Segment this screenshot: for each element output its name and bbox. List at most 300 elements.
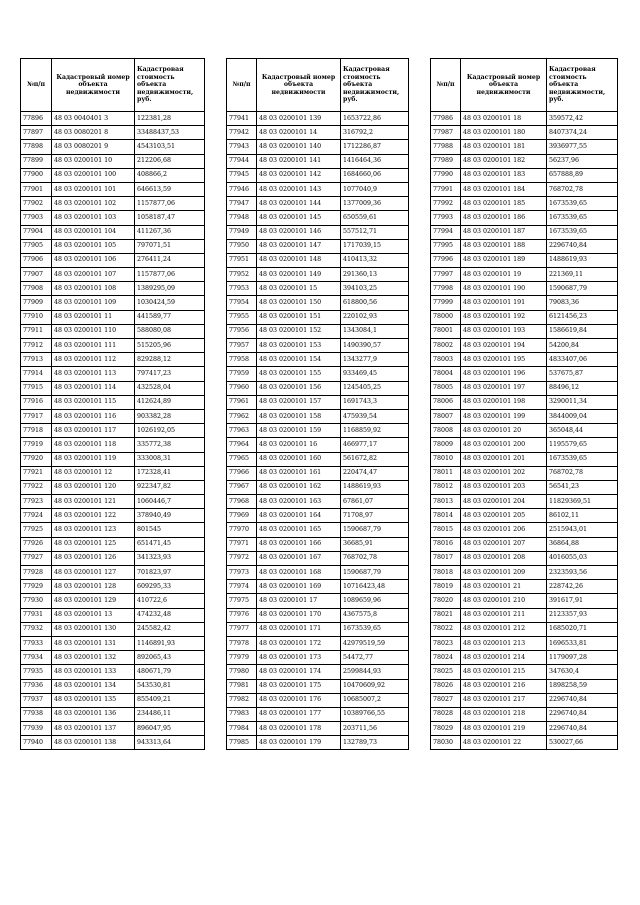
cadastral-cost: 432528,04 — [135, 381, 205, 395]
table-row — [227, 509, 409, 523]
row-number: 77914 — [21, 367, 52, 381]
row-number: 77904 — [21, 225, 52, 239]
cadastral-cost: 561672,82 — [341, 452, 409, 466]
cadastral-number: 48 03 0200101 165 — [257, 523, 341, 537]
cadastral-cost: 412624,89 — [135, 395, 205, 409]
cadastral-cost: 1389295,09 — [135, 282, 205, 296]
row-number: 77911 — [21, 324, 52, 338]
cadastral-cost: 829288,12 — [135, 353, 205, 367]
cadastral-number: 48 03 0200101 109 — [52, 296, 135, 310]
cadastral-cost: 537675,87 — [547, 367, 618, 381]
table-row — [21, 452, 205, 466]
table-row — [21, 339, 205, 353]
row-number: 77905 — [21, 239, 52, 253]
table-row — [21, 580, 205, 594]
cadastral-cost: 10685007,2 — [341, 693, 409, 707]
table-row — [227, 324, 409, 338]
table-row — [431, 168, 618, 182]
row-number: 77928 — [21, 566, 52, 580]
cadastral-number: 48 03 0200101 136 — [52, 707, 135, 721]
cadastral-cost: 1673539,65 — [547, 197, 618, 211]
cadastral-number: 48 03 0200101 113 — [52, 367, 135, 381]
row-number: 77970 — [227, 523, 257, 537]
row-number: 78000 — [431, 310, 461, 324]
row-number: 77969 — [227, 509, 257, 523]
row-number: 77937 — [21, 693, 52, 707]
cadastral-cost: 391617,91 — [547, 594, 618, 608]
cadastral-number: 48 03 0200101 213 — [461, 636, 547, 650]
cadastral-number: 48 03 0200101 14 — [257, 126, 341, 140]
cadastral-cost: 855409,21 — [135, 693, 205, 707]
cadastral-number: 48 03 0200101 207 — [461, 537, 547, 551]
cadastral-number: 48 03 0200101 181 — [461, 140, 547, 154]
cadastral-cost: 220474,47 — [341, 466, 409, 480]
table-row — [227, 353, 409, 367]
cadastral-number: 48 03 0200101 130 — [52, 622, 135, 636]
cadastral-number: 48 03 0200101 144 — [257, 197, 341, 211]
cadastral-cost: 132789,73 — [341, 736, 409, 750]
row-number: 78013 — [431, 495, 461, 509]
cadastral-cost: 4833407,06 — [547, 353, 618, 367]
table-row — [21, 126, 205, 140]
cadastral-number: 48 03 0200101 187 — [461, 225, 547, 239]
cadastral-number: 48 03 0200101 159 — [257, 424, 341, 438]
row-number: 77982 — [227, 693, 257, 707]
cadastral-number: 48 03 0200101 216 — [461, 679, 547, 693]
row-number: 77998 — [431, 282, 461, 296]
cadastral-number: 48 03 0200101 118 — [52, 438, 135, 452]
row-number: 77958 — [227, 353, 257, 367]
row-number: 78025 — [431, 665, 461, 679]
cadastral-number: 48 03 0200101 212 — [461, 622, 547, 636]
cadastral-cost: 234486,11 — [135, 707, 205, 721]
cadastral-number: 48 03 0200101 123 — [52, 523, 135, 537]
cadastral-number: 48 03 0200101 15 — [257, 282, 341, 296]
cadastral-number: 48 03 0200101 18 — [461, 112, 547, 126]
cadastral-number: 48 03 0200101 152 — [257, 324, 341, 338]
cadastral-cost: 1146891,93 — [135, 636, 205, 650]
table-row — [21, 112, 205, 126]
table-row — [227, 594, 409, 608]
row-number: 78018 — [431, 566, 461, 580]
cadastral-number: 48 03 0200101 21 — [461, 580, 547, 594]
cadastral-number: 48 03 0200101 179 — [257, 736, 341, 750]
cadastral-cost: 1416464,36 — [341, 154, 409, 168]
table-row — [431, 424, 618, 438]
row-number: 78029 — [431, 722, 461, 736]
cadastral-number: 48 03 0200101 172 — [257, 636, 341, 650]
cadastral-cost: 1653722,86 — [341, 112, 409, 126]
cadastral-number: 48 03 0200101 218 — [461, 707, 547, 721]
cadastral-number: 48 03 0080201 8 — [52, 126, 135, 140]
row-number: 77996 — [431, 253, 461, 267]
row-number: 77973 — [227, 566, 257, 580]
table-row — [21, 466, 205, 480]
row-number: 77979 — [227, 651, 257, 665]
row-number: 78017 — [431, 551, 461, 565]
row-number: 77909 — [21, 296, 52, 310]
cadastral-number: 48 03 0200101 142 — [257, 168, 341, 182]
cadastral-cost: 2296740,84 — [547, 693, 618, 707]
cadastral-cost: 801545 — [135, 523, 205, 537]
cadastral-number: 48 03 0200101 133 — [52, 665, 135, 679]
table-row — [21, 211, 205, 225]
cadastral-number: 48 03 0200101 206 — [461, 523, 547, 537]
cadastral-cost: 1488619,93 — [341, 480, 409, 494]
table-row — [431, 452, 618, 466]
cadastral-number: 48 03 0200101 125 — [52, 537, 135, 551]
table-row — [431, 197, 618, 211]
table-row — [431, 154, 618, 168]
cadastral-cost: 228742,26 — [547, 580, 618, 594]
row-number: 78009 — [431, 438, 461, 452]
row-number: 77931 — [21, 608, 52, 622]
cadastral-cost: 1673539,65 — [547, 211, 618, 225]
cadastral-number: 48 03 0200101 173 — [257, 651, 341, 665]
row-number: 78001 — [431, 324, 461, 338]
cadastral-cost: 650559,61 — [341, 211, 409, 225]
cadastral-cost: 378940,49 — [135, 509, 205, 523]
cadastral-number: 48 03 0200101 108 — [52, 282, 135, 296]
row-number: 77940 — [21, 736, 52, 750]
cadastral-number: 48 03 0200101 17 — [257, 594, 341, 608]
cadastral-number: 48 03 0200101 193 — [461, 324, 547, 338]
table-row — [227, 722, 409, 736]
table-row — [21, 182, 205, 196]
cadastral-cost: 122381,28 — [135, 112, 205, 126]
cadastral-number: 48 03 0200101 121 — [52, 495, 135, 509]
cadastral-cost: 588080,08 — [135, 324, 205, 338]
table-row — [227, 367, 409, 381]
cadastral-cost: 701823,97 — [135, 566, 205, 580]
cadastral-cost: 2296740,84 — [547, 707, 618, 721]
row-number: 77987 — [431, 126, 461, 140]
cadastral-number: 48 03 0200101 16 — [257, 438, 341, 452]
table-body — [227, 112, 409, 750]
table-row — [21, 636, 205, 650]
row-number: 77939 — [21, 722, 52, 736]
cadastral-number: 48 03 0200101 103 — [52, 211, 135, 225]
table-row — [21, 154, 205, 168]
cadastral-cost: 1673539,65 — [341, 622, 409, 636]
cadastral-cost: 1673539,65 — [547, 225, 618, 239]
table-row — [431, 367, 618, 381]
table-body — [21, 112, 205, 750]
table-row — [227, 381, 409, 395]
table-row — [21, 282, 205, 296]
cadastral-cost: 903382,28 — [135, 409, 205, 423]
row-number: 77967 — [227, 480, 257, 494]
row-number: 77936 — [21, 679, 52, 693]
table-row — [227, 693, 409, 707]
cadastral-cost: 1060446,7 — [135, 495, 205, 509]
cadastral-cost: 1030424,59 — [135, 296, 205, 310]
cadastral-number: 48 03 0200101 211 — [461, 608, 547, 622]
row-number: 77976 — [227, 608, 257, 622]
row-number: 77923 — [21, 495, 52, 509]
table-row — [431, 722, 618, 736]
cadastral-cost: 365048,44 — [547, 424, 618, 438]
cadastral-number: 48 03 0200101 197 — [461, 381, 547, 395]
row-number: 77971 — [227, 537, 257, 551]
row-number: 77997 — [431, 268, 461, 282]
table-row — [431, 381, 618, 395]
cadastral-number: 48 03 0200101 122 — [52, 509, 135, 523]
cadastral-cost: 609295,33 — [135, 580, 205, 594]
cadastral-number: 48 03 0200101 192 — [461, 310, 547, 324]
row-number: 77946 — [227, 182, 257, 196]
row-number: 77906 — [21, 253, 52, 267]
row-number: 78011 — [431, 466, 461, 480]
table-row — [227, 551, 409, 565]
cadastral-cost: 943313,64 — [135, 736, 205, 750]
cadastral-number: 48 03 0200101 138 — [52, 736, 135, 750]
row-number: 77938 — [21, 707, 52, 721]
cadastral-cost: 2123357,93 — [547, 608, 618, 622]
row-number: 78006 — [431, 395, 461, 409]
row-number: 77981 — [227, 679, 257, 693]
cadastral-number: 48 03 0200101 150 — [257, 296, 341, 310]
cadastral-number: 48 03 0200101 139 — [257, 112, 341, 126]
cadastral-number: 48 03 0200101 170 — [257, 608, 341, 622]
row-number: 77994 — [431, 225, 461, 239]
cadastral-cost: 515205,96 — [135, 339, 205, 353]
table-row — [227, 651, 409, 665]
table-row — [21, 409, 205, 423]
row-number: 77897 — [21, 126, 52, 140]
cadastral-cost: 896047,95 — [135, 722, 205, 736]
table-row — [431, 339, 618, 353]
cadastral-cost: 359572,42 — [547, 112, 618, 126]
row-number: 78027 — [431, 693, 461, 707]
table-row — [227, 452, 409, 466]
table-row — [227, 211, 409, 225]
table-row — [227, 707, 409, 721]
cadastral-cost: 347630,4 — [547, 665, 618, 679]
table-row — [431, 693, 618, 707]
table-row — [431, 324, 618, 338]
row-number: 77943 — [227, 140, 257, 154]
cadastral-cost: 276411,24 — [135, 253, 205, 267]
cadastral-cost: 88496,12 — [547, 381, 618, 395]
cadastral-number: 48 03 0200101 126 — [52, 551, 135, 565]
row-number: 77927 — [21, 551, 52, 565]
header-cadastral-cost: Кадастровая стоимость объекта недвижимости, руб. — [135, 59, 205, 112]
cadastral-number: 48 03 0200101 214 — [461, 651, 547, 665]
cadastral-number: 48 03 0200101 156 — [257, 381, 341, 395]
row-number: 78030 — [431, 736, 461, 750]
table-row — [21, 622, 205, 636]
cadastral-cost: 797417,23 — [135, 367, 205, 381]
row-number: 77941 — [227, 112, 257, 126]
cadastral-number: 48 03 0200101 167 — [257, 551, 341, 565]
row-number: 77986 — [431, 112, 461, 126]
cadastral-cost: 1684660,06 — [341, 168, 409, 182]
cadastral-number: 48 03 0200101 171 — [257, 622, 341, 636]
row-number: 77932 — [21, 622, 52, 636]
table-row — [21, 707, 205, 721]
table-row — [227, 608, 409, 622]
row-number: 78028 — [431, 707, 461, 721]
cadastral-number: 48 03 0200101 151 — [257, 310, 341, 324]
row-number: 78005 — [431, 381, 461, 395]
row-number: 77924 — [21, 509, 52, 523]
cadastral-number: 48 03 0200101 131 — [52, 636, 135, 650]
cadastral-number: 48 03 0200101 147 — [257, 239, 341, 253]
cadastral-cost: 1245405,25 — [341, 381, 409, 395]
cadastral-number: 48 03 0200101 154 — [257, 353, 341, 367]
cadastral-number: 48 03 0200101 160 — [257, 452, 341, 466]
table-row — [431, 112, 618, 126]
cadastral-number: 48 03 0200101 174 — [257, 665, 341, 679]
cadastral-cost: 245582,42 — [135, 622, 205, 636]
row-number: 77989 — [431, 154, 461, 168]
row-number: 77899 — [21, 154, 52, 168]
cadastral-cost: 1590687,79 — [547, 282, 618, 296]
cadastral-cost: 2515943,01 — [547, 523, 618, 537]
row-number: 78023 — [431, 636, 461, 650]
table-row — [21, 594, 205, 608]
row-number: 78022 — [431, 622, 461, 636]
cadastral-cost: 79083,36 — [547, 296, 618, 310]
cadastral-cost: 1898258,59 — [547, 679, 618, 693]
cadastral-cost: 220102,93 — [341, 310, 409, 324]
cadastral-number: 48 03 0200101 202 — [461, 466, 547, 480]
row-number: 77965 — [227, 452, 257, 466]
cadastral-number: 48 03 0200101 145 — [257, 211, 341, 225]
cadastral-cost: 480671,79 — [135, 665, 205, 679]
cadastral-cost: 618800,56 — [341, 296, 409, 310]
row-number: 78024 — [431, 651, 461, 665]
row-number: 77900 — [21, 168, 52, 182]
row-number: 78012 — [431, 480, 461, 494]
table-row — [431, 495, 618, 509]
row-number: 77912 — [21, 339, 52, 353]
table-row — [21, 438, 205, 452]
table-row — [21, 537, 205, 551]
cadastral-cost: 1712286,87 — [341, 140, 409, 154]
table-row — [431, 523, 618, 537]
row-number: 77995 — [431, 239, 461, 253]
table-row — [227, 679, 409, 693]
cadastral-number: 48 03 0200101 132 — [52, 651, 135, 665]
table-row — [21, 395, 205, 409]
cadastral-cost: 1490390,57 — [341, 339, 409, 353]
row-number: 77947 — [227, 197, 257, 211]
cadastral-number: 48 03 0200101 183 — [461, 168, 547, 182]
table-row — [21, 197, 205, 211]
row-number: 77991 — [431, 182, 461, 196]
cadastral-number: 48 03 0200101 198 — [461, 395, 547, 409]
cadastral-cost: 1586619,84 — [547, 324, 618, 338]
row-number: 78020 — [431, 594, 461, 608]
cadastral-cost: 341323,93 — [135, 551, 205, 565]
cadastral-number: 48 03 0200101 163 — [257, 495, 341, 509]
cadastral-cost: 2323593,56 — [547, 566, 618, 580]
cadastral-number: 48 03 0200101 19 — [461, 268, 547, 282]
row-number: 77945 — [227, 168, 257, 182]
cadastral-cost: 530027,66 — [547, 736, 618, 750]
cadastral-number: 48 03 0200101 186 — [461, 211, 547, 225]
row-number: 77953 — [227, 282, 257, 296]
table-row — [431, 253, 618, 267]
cadastral-cost: 172328,41 — [135, 466, 205, 480]
table-row — [21, 736, 205, 750]
cadastral-number: 48 03 0200101 209 — [461, 566, 547, 580]
table-row — [431, 353, 618, 367]
row-number: 77993 — [431, 211, 461, 225]
table-row — [431, 480, 618, 494]
table-row — [227, 296, 409, 310]
table-row — [227, 112, 409, 126]
cadastral-number: 48 03 0200101 107 — [52, 268, 135, 282]
cadastral-number: 48 03 0200101 162 — [257, 480, 341, 494]
row-number: 77950 — [227, 239, 257, 253]
table-row — [431, 310, 618, 324]
cadastral-cost: 408866,2 — [135, 168, 205, 182]
table-row — [21, 253, 205, 267]
cadastral-number: 48 03 0200101 134 — [52, 679, 135, 693]
cadastral-number: 48 03 0200101 176 — [257, 693, 341, 707]
table-row — [21, 168, 205, 182]
cadastral-number: 48 03 0200101 153 — [257, 339, 341, 353]
row-number: 77990 — [431, 168, 461, 182]
table-row — [21, 381, 205, 395]
table-row — [21, 324, 205, 338]
row-number: 77934 — [21, 651, 52, 665]
cadastral-cost: 1685020,71 — [547, 622, 618, 636]
cadastral-cost: 42979519,59 — [341, 636, 409, 650]
row-number: 77935 — [21, 665, 52, 679]
row-number: 77954 — [227, 296, 257, 310]
cadastral-cost: 4016055,03 — [547, 551, 618, 565]
table-row — [21, 367, 205, 381]
row-number: 77901 — [21, 182, 52, 196]
table-row — [21, 665, 205, 679]
cadastral-cost: 333008,31 — [135, 452, 205, 466]
row-number: 77963 — [227, 424, 257, 438]
cadastral-number: 48 03 0200101 100 — [52, 168, 135, 182]
row-number: 77975 — [227, 594, 257, 608]
table-row — [431, 239, 618, 253]
cadastral-number: 48 03 0200101 146 — [257, 225, 341, 239]
cadastral-cost: 2599844,93 — [341, 665, 409, 679]
cadastral-number: 48 03 0040401 3 — [52, 112, 135, 126]
header-num: №п/п — [227, 59, 257, 112]
row-number: 77992 — [431, 197, 461, 211]
cadastral-cost: 54200,84 — [547, 339, 618, 353]
row-number: 77933 — [21, 636, 52, 650]
cadastral-cost: 33488437,53 — [135, 126, 205, 140]
table-row — [227, 168, 409, 182]
row-number: 77959 — [227, 367, 257, 381]
cadastral-number: 48 03 0200101 148 — [257, 253, 341, 267]
cadastral-cost: 892065,43 — [135, 651, 205, 665]
cadastral-number: 48 03 0200101 219 — [461, 722, 547, 736]
table-row — [431, 466, 618, 480]
cadastral-cost: 1673539,65 — [547, 452, 618, 466]
cadastral-number: 48 03 0200101 141 — [257, 154, 341, 168]
row-number: 77957 — [227, 339, 257, 353]
table-row — [21, 353, 205, 367]
row-number: 77952 — [227, 268, 257, 282]
table-row — [21, 523, 205, 537]
row-number: 77918 — [21, 424, 52, 438]
cadastral-number: 48 03 0200101 184 — [461, 182, 547, 196]
row-number: 77961 — [227, 395, 257, 409]
cadastral-number: 48 03 0200101 117 — [52, 424, 135, 438]
row-number: 77917 — [21, 409, 52, 423]
